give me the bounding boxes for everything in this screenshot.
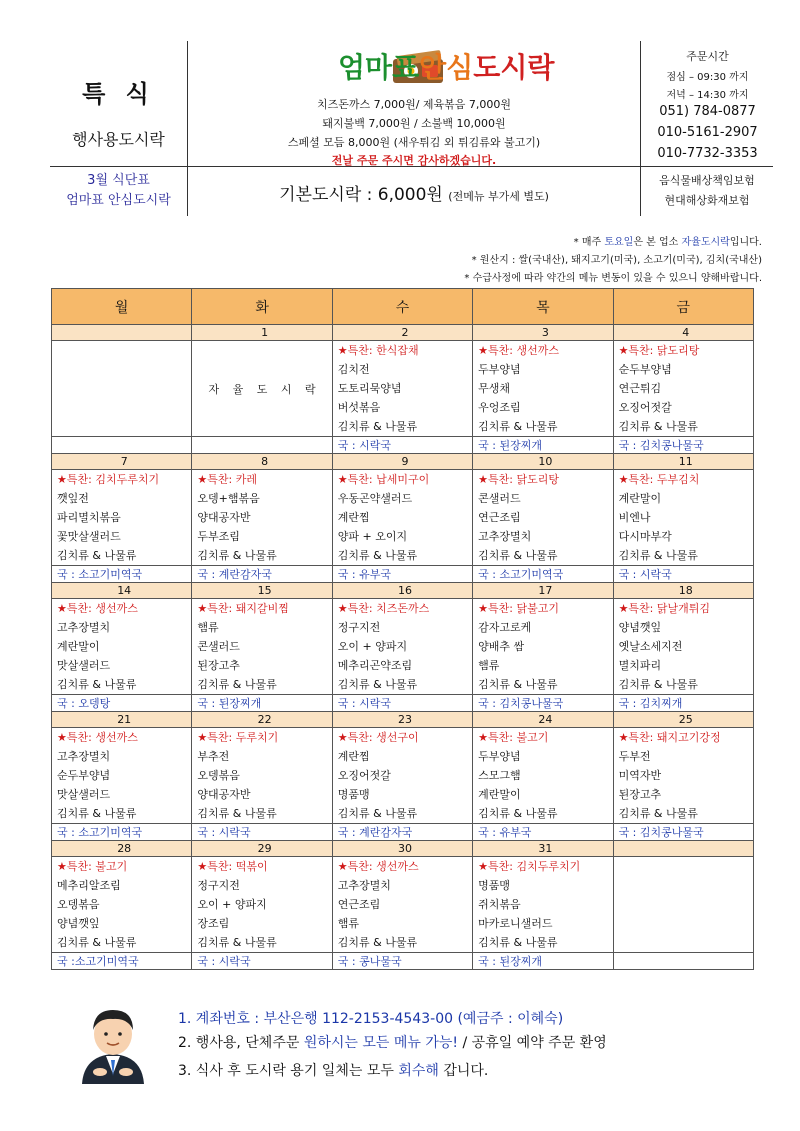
side-dish: 양념깻잎 — [618, 621, 662, 634]
side-dish: 명품맹 — [478, 879, 511, 892]
side-dish: 순두부양념 — [618, 363, 672, 376]
side-dish: 고추장멸치 — [337, 879, 391, 892]
menu-row — [52, 728, 754, 824]
day-number: 30 — [332, 841, 472, 857]
day-menu-cell — [332, 857, 472, 953]
side-dish: 순두부양념 — [57, 769, 111, 782]
day-menu-cell — [473, 728, 613, 824]
special-dish: ★특찬: 돼지고기강정 — [618, 731, 721, 744]
side-dish: 김치류 & 나물류 — [478, 420, 558, 433]
title-box — [50, 41, 188, 167]
special-dish: ★특찬: 떡볶이 — [197, 860, 268, 873]
side-dish: 맛살샐러드 — [57, 788, 111, 801]
day-menu-cell — [192, 728, 332, 824]
side-dish: 김치류 & 나물류 — [618, 420, 698, 433]
day-menu-cell — [613, 341, 753, 437]
weekday-fri: 금 — [613, 289, 753, 325]
side-dish: 김치류 & 나물류 — [197, 678, 277, 691]
soup-of-day — [52, 437, 192, 454]
day-menu-cell — [473, 857, 613, 953]
day-number: 10 — [473, 454, 613, 470]
note-origin: * 원산지 : 쌀(국내산), 돼지고기(미국), 소고기(미국), 김치(국내산) — [471, 255, 762, 266]
day-number: 14 — [52, 583, 192, 599]
date-row — [52, 454, 754, 470]
day-number: 8 — [192, 454, 332, 470]
side-dish: 메추리곤약조림 — [337, 659, 413, 672]
soup-of-day: 국 : 시락국 — [332, 437, 472, 454]
side-dish: 김치류 & 나물류 — [197, 549, 277, 562]
special-dish: ★특찬: 닭불고기 — [478, 602, 559, 615]
side-dish: 깻잎전 — [57, 492, 89, 505]
soup-row — [52, 695, 754, 712]
side-dish: 연근조림 — [478, 511, 521, 524]
day-number — [613, 841, 753, 857]
side-dish: 된장고추 — [618, 788, 662, 801]
side-dish: 옛날소세지전 — [618, 640, 683, 653]
contact-box — [640, 41, 773, 167]
soup-of-day: 국 : 소고기미역국 — [52, 566, 192, 583]
soup-of-day: 국 : 소고기미역국 — [52, 824, 192, 841]
price-line-1: 치즈돈까스 7,000원/ 제육볶음 7,000원 — [316, 98, 512, 111]
holiday-label: 자 율 도 시 락 — [192, 341, 332, 437]
side-dish: 파리멸치볶음 — [57, 511, 121, 524]
side-dish: 오뎅볶음 — [197, 769, 240, 782]
side-dish: 부추전 — [197, 750, 230, 763]
soup-of-day: 국 : 된장찌개 — [473, 953, 613, 970]
side-dish: 계란찜 — [337, 511, 370, 524]
order-time-lunch: 점심 – 09:30 까지 — [666, 72, 749, 83]
soup-of-day: 국 : 소고기미역국 — [473, 566, 613, 583]
day-number: 17 — [473, 583, 613, 599]
side-dish: 오이 + 양파지 — [197, 898, 267, 911]
side-dish: 계란말이 — [478, 788, 521, 801]
side-dish: 양배추 쌈 — [478, 640, 525, 653]
side-dish: 정구지전 — [197, 879, 240, 892]
side-dish: 연근조림 — [337, 898, 381, 911]
day-number: 7 — [52, 454, 192, 470]
day-menu-cell — [613, 728, 753, 824]
day-number: 31 — [473, 841, 613, 857]
menu-row — [52, 341, 754, 437]
special-dish: ★특찬: 김치두루치기 — [57, 473, 160, 486]
weekday-wed: 수 — [332, 289, 472, 325]
soup-row — [52, 953, 754, 970]
side-dish: 버섯볶음 — [337, 401, 381, 414]
menu-row — [52, 470, 754, 566]
special-dish: ★특찬: 생선까스 — [57, 731, 138, 744]
footer-line-3-prefix: 3. 식사 후 도시락 용기 일체는 모두 — [178, 1063, 399, 1079]
base-price-box — [188, 167, 640, 216]
day-number: 3 — [473, 325, 613, 341]
special-dish: ★특찬: 카레 — [197, 473, 257, 486]
insurance-line-2: 현대해상화재보험 — [664, 194, 750, 207]
phone-3: 010-7732-3353 — [657, 146, 758, 161]
day-number: 2 — [332, 325, 472, 341]
soup-of-day: 국 : 계란감자국 — [192, 566, 332, 583]
special-dish: ★특찬: 닭도리탕 — [618, 344, 700, 357]
soup-of-day: 국 : 유부국 — [332, 566, 472, 583]
side-dish: 두부양념 — [478, 363, 521, 376]
side-dish: 김치류 & 나물류 — [57, 936, 137, 949]
side-dish: 햄류 — [197, 621, 219, 634]
side-dish: 무생채 — [478, 382, 511, 395]
day-menu-cell — [613, 857, 753, 953]
side-dish: 오이 + 양파지 — [337, 640, 408, 653]
soup-row — [52, 437, 754, 454]
side-dish: 김치류 & 나물류 — [197, 936, 277, 949]
side-dish: 맛살샐러드 — [57, 659, 111, 672]
soup-of-day: 국 : 시락국 — [192, 824, 332, 841]
special-dish: ★특찬: 불고기 — [478, 731, 549, 744]
insurance-box — [640, 167, 773, 216]
day-number: 16 — [332, 583, 472, 599]
side-dish: 마카로니샐러드 — [478, 917, 553, 930]
logo-part-1: 엄마표 — [338, 51, 420, 84]
side-dish: 두부조림 — [197, 530, 240, 543]
soup-of-day — [613, 953, 753, 970]
special-dish: ★특찬: 생선까스 — [57, 602, 138, 615]
soup-of-day: 국 : 시락국 — [192, 953, 332, 970]
side-dish: 계란말이 — [57, 640, 100, 653]
day-menu-cell — [52, 728, 192, 824]
weekday-header-row — [52, 289, 754, 325]
day-menu-cell — [192, 599, 332, 695]
side-dish: 계란찜 — [337, 750, 370, 763]
side-dish: 김치류 & 나물류 — [57, 549, 137, 562]
side-dish: 고추장멸치 — [57, 750, 111, 763]
special-dish: ★특찬: 불고기 — [57, 860, 128, 873]
side-dish: 도토리묵양념 — [337, 382, 402, 395]
footer-line-2-prefix: 2. 행사용, 단체주문 — [178, 1035, 304, 1051]
note-saturday — [574, 233, 762, 248]
side-dish: 양대공자반 — [197, 511, 251, 524]
day-number — [52, 325, 192, 341]
base-price-note: (전메뉴 부가세 별도) — [448, 190, 549, 203]
side-dish: 꽃맛살샐러드 — [57, 530, 121, 543]
side-dish: 스모그햄 — [478, 769, 521, 782]
day-menu-cell — [332, 728, 472, 824]
day-number: 4 — [613, 325, 753, 341]
phone-2: 010-5161-2907 — [657, 125, 758, 140]
soup-of-day: 국 : 된장찌개 — [192, 695, 332, 712]
special-dish: ★특찬: 생선까스 — [337, 860, 419, 873]
day-menu-cell — [473, 599, 613, 695]
soup-of-day: 국 : 오뎅탕 — [52, 695, 192, 712]
side-dish: 고추장멸치 — [478, 530, 532, 543]
side-dish: 오뎅+햄볶음 — [197, 492, 260, 505]
note-menu-change: * 수급사정에 따라 약간의 메뉴 변동이 있을 수 있으니 양해바랍니다. — [464, 273, 762, 284]
side-dish: 양념깻잎 — [57, 917, 100, 930]
header — [50, 41, 773, 216]
side-dish: 명품맹 — [337, 788, 370, 801]
day-number: 24 — [473, 712, 613, 728]
special-dish: ★특찬: 생선구이 — [337, 731, 419, 744]
day-menu-cell — [613, 470, 753, 566]
day-number: 25 — [613, 712, 753, 728]
special-dish: ★특찬: 한식잡채 — [337, 344, 419, 357]
side-dish: 두부양념 — [478, 750, 521, 763]
logo-part-2: 안심 — [419, 51, 474, 84]
soup-of-day: 국 : 김치콩나물국 — [473, 695, 613, 712]
day-menu-cell — [52, 470, 192, 566]
side-dish: 미역자반 — [618, 769, 662, 782]
special-dish: ★특찬: 돼지갈비찜 — [197, 602, 289, 615]
side-dish: 두부전 — [618, 750, 651, 763]
day-number: 1 — [192, 325, 332, 341]
soup-row — [52, 566, 754, 583]
day-menu-cell — [332, 470, 472, 566]
side-dish: 김치류 & 나물류 — [57, 807, 137, 820]
brand-logo — [274, 49, 564, 87]
soup-of-day: 국 : 유부국 — [473, 824, 613, 841]
footer-line-3-highlight: 회수해 — [398, 1063, 439, 1079]
page-subtitle: 행사용도시락 — [72, 130, 165, 149]
day-menu-cell — [613, 599, 753, 695]
price-line-3: 스페셜 모듬 8,000원 (새우튀김 외 튀김류와 불고기) — [287, 136, 541, 149]
date-row — [52, 325, 754, 341]
side-dish: 김치류 & 나물류 — [337, 420, 418, 433]
side-dish: 김치류 & 나물류 — [337, 549, 418, 562]
calendar-body — [52, 325, 754, 970]
day-menu-cell — [332, 341, 472, 437]
note-1-highlight-saturday: 토요일 — [604, 237, 634, 248]
date-row — [52, 841, 754, 857]
side-dish: 햄류 — [337, 917, 360, 930]
footer-line-3-suffix: 갑니다. — [438, 1063, 489, 1079]
side-dish: 메추리알조림 — [57, 879, 121, 892]
day-number: 18 — [613, 583, 753, 599]
side-dish: 정구지전 — [337, 621, 381, 634]
soup-of-day — [192, 437, 332, 454]
note-1-highlight-free: 자율도시락 — [681, 237, 730, 248]
special-dish: ★특찬: 두루치기 — [197, 731, 279, 744]
side-dish: 연근튀김 — [618, 382, 662, 395]
weekday-tue: 화 — [192, 289, 332, 325]
day-menu-cell — [473, 470, 613, 566]
soup-row — [52, 824, 754, 841]
note-1-middle: 은 본 업소 — [633, 237, 682, 248]
footer-account: 1. 계좌번호 : 부산은행 112-2153-4543-00 (예금주 : 이혜숙) — [178, 1011, 564, 1027]
soup-of-day: 국 : 김치콩나물국 — [613, 437, 753, 454]
soup-of-day: 국 : 시락국 — [613, 566, 753, 583]
side-dish: 고추장멸치 — [57, 621, 111, 634]
logo-part-3: 도시락 — [473, 51, 555, 84]
side-dish: 김치류 & 나물류 — [57, 678, 137, 691]
order-time-title: 주문시간 — [686, 50, 729, 63]
footer-group-order — [178, 1032, 607, 1052]
side-dish: 김치류 & 나물류 — [337, 678, 418, 691]
insurance-line-1: 음식물배상책임보험 — [659, 174, 755, 187]
side-dish: 김치류 & 나물류 — [337, 807, 418, 820]
side-dish: 장조림 — [197, 917, 230, 930]
day-menu-cell — [332, 599, 472, 695]
day-menu-cell — [192, 470, 332, 566]
menu-row — [52, 599, 754, 695]
brand-label: 엄마표 안심도시락 — [66, 193, 171, 208]
special-dish: ★특찬: 치즈돈까스 — [337, 602, 430, 615]
day-menu-cell — [192, 857, 332, 953]
side-dish: 멸치파리 — [618, 659, 662, 672]
side-dish: 콘샐러드 — [197, 640, 240, 653]
side-dish: 오징어젓갈 — [337, 769, 391, 782]
footer-line-2-suffix: / 공휴일 예약 주문 환영 — [458, 1035, 607, 1051]
weekday-thu: 목 — [473, 289, 613, 325]
day-number: 15 — [192, 583, 332, 599]
day-number: 29 — [192, 841, 332, 857]
special-dish: ★특찬: 김치두루치기 — [478, 860, 581, 873]
side-dish: 김치류 & 나물류 — [337, 936, 418, 949]
note-1-suffix: 입니다. — [729, 237, 762, 248]
base-price: 기본도시락 : 6,000원 — [279, 185, 443, 205]
month-box — [50, 167, 188, 216]
side-dish: 다시마부각 — [618, 530, 672, 543]
soup-of-day: 국 :소고기미역국 — [52, 953, 192, 970]
day-number: 9 — [332, 454, 472, 470]
special-dish: ★특찬: 두부김치 — [618, 473, 700, 486]
note-1-prefix: * 매주 — [573, 237, 605, 248]
soup-of-day: 국 : 된장찌개 — [473, 437, 613, 454]
side-dish: 김치류 & 나물류 — [618, 807, 698, 820]
day-menu-cell — [52, 599, 192, 695]
menu-row — [52, 857, 754, 953]
month-label: 3월 식단표 — [87, 173, 150, 188]
side-dish: 콘샐러드 — [478, 492, 521, 505]
side-dish: 양파 + 오이지 — [337, 530, 408, 543]
side-dish: 김치류 & 나물류 — [478, 807, 558, 820]
footer-container-return — [178, 1060, 488, 1080]
day-number: 23 — [332, 712, 472, 728]
footer-line-2-highlight: 원하시는 모든 메뉴 가능! — [303, 1035, 459, 1051]
weekday-mon: 월 — [52, 289, 192, 325]
side-dish: 김치류 & 나물류 — [478, 678, 558, 691]
side-dish: 양대공자반 — [197, 788, 251, 801]
side-dish: 된장고추 — [197, 659, 240, 672]
side-dish: 오뎅볶음 — [57, 898, 100, 911]
side-dish: 김치류 & 나물류 — [618, 549, 698, 562]
menu-calendar — [51, 288, 754, 970]
side-dish: 쥐치볶음 — [478, 898, 521, 911]
side-dish: 우동곤약샐러드 — [337, 492, 413, 505]
side-dish: 우엉조림 — [478, 401, 521, 414]
side-dish: 김치류 & 나물류 — [618, 678, 698, 691]
soup-of-day: 국 : 김치찌개 — [613, 695, 753, 712]
side-dish: 오징어젓갈 — [618, 401, 672, 414]
soup-of-day: 국 : 계란감자국 — [332, 824, 472, 841]
day-menu-cell — [52, 857, 192, 953]
price-line-2: 돼지불백 7,000원 / 소불백 10,000원 — [322, 117, 506, 130]
side-dish: 김치류 & 나물류 — [197, 807, 277, 820]
side-dish: 감자고로케 — [478, 621, 532, 634]
day-number: 21 — [52, 712, 192, 728]
side-dish: 김치류 & 나물류 — [478, 549, 558, 562]
staff-avatar-icon — [76, 1004, 150, 1084]
price-box — [188, 41, 640, 167]
special-dish: ★특찬: 생선까스 — [478, 344, 559, 357]
side-dish: 햄류 — [478, 659, 500, 672]
soup-of-day: 국 : 시락국 — [332, 695, 472, 712]
order-note: 전날 주문 주시면 감사하겠습니다. — [331, 154, 497, 167]
side-dish: 김치전 — [337, 363, 370, 376]
special-dish: ★특찬: 납세미구이 — [337, 473, 430, 486]
day-number: 28 — [52, 841, 192, 857]
side-dish: 김치류 & 나물류 — [478, 936, 558, 949]
phone-1: 051) 784-0877 — [659, 104, 756, 119]
special-dish: ★특찬: 닭날개튀김 — [618, 602, 711, 615]
soup-of-day: 국 : 콩나물국 — [332, 953, 472, 970]
soup-of-day: 국 : 김치콩나물국 — [613, 824, 753, 841]
day-menu-cell — [473, 341, 613, 437]
order-time-dinner: 저녁 – 14:30 까지 — [666, 90, 749, 101]
side-dish: 비엔나 — [618, 511, 651, 524]
special-dish: ★특찬: 닭도리탕 — [478, 473, 559, 486]
side-dish: 계란말이 — [618, 492, 662, 505]
day-menu-cell — [52, 341, 192, 437]
date-row — [52, 712, 754, 728]
day-number: 11 — [613, 454, 753, 470]
page-title: 특 식 — [82, 80, 155, 108]
day-number: 22 — [192, 712, 332, 728]
date-row — [52, 583, 754, 599]
